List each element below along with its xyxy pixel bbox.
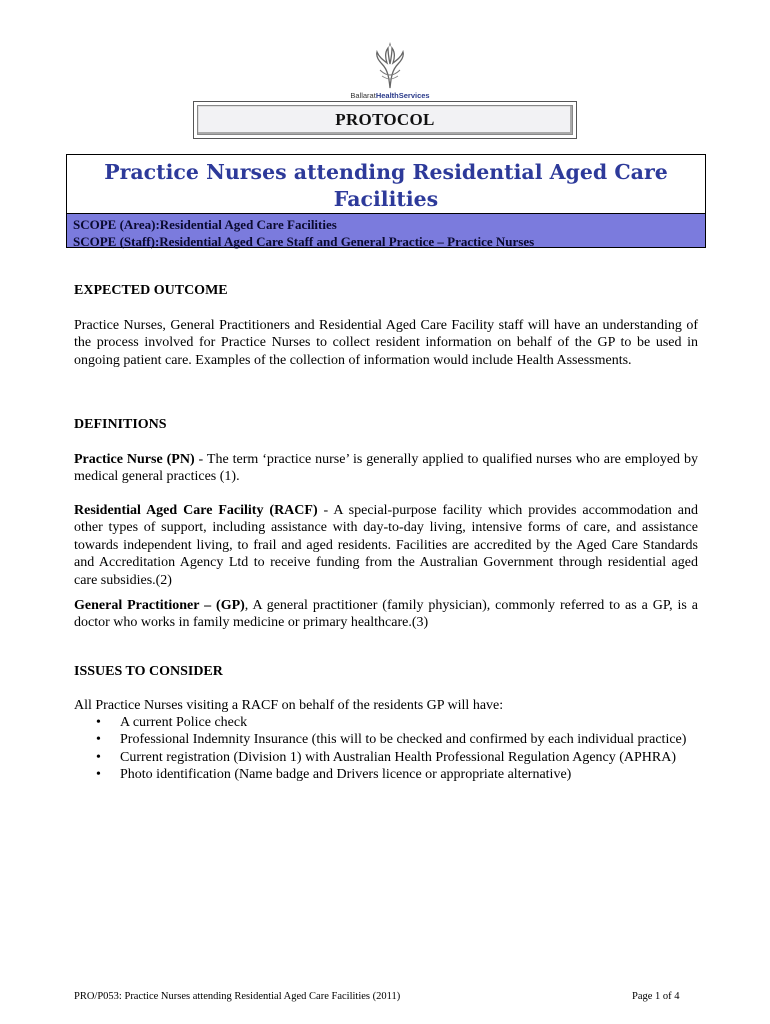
protocol-banner bbox=[193, 101, 577, 139]
bullet-icon: • bbox=[96, 767, 101, 783]
list-item: • Photo identification (Name badge and Drivers licence or appropriate alternative) bbox=[96, 767, 572, 783]
definition-gp: General Practitioner – (GP), A general practitioner (family physician), commonly referred to as a GP, is a doctor who works in family medicine or primary healthcare.(3) bbox=[74, 598, 698, 631]
issues-heading: ISSUES TO CONSIDER bbox=[74, 664, 223, 679]
protocol-label: PROTOCOL bbox=[335, 110, 435, 129]
document-title: Practice Nurses attending Residential Aged Care Facilities bbox=[104, 160, 668, 211]
footer-reference: PRO/P053: Practice Nurses attending Residential Aged Care Facilities (2011) bbox=[74, 991, 401, 1002]
ballarat-health-emblem-icon bbox=[370, 40, 410, 90]
definition-practice-nurse: Practice Nurse (PN) - The term ‘practice nurse’ is generally applied to qualified nurses who are employed by medical general practices (1). bbox=[74, 452, 698, 485]
scope-staff: SCOPE (Staff):Residential Aged Care Staff and General Practice – Practice Nurses bbox=[73, 234, 535, 249]
scope-area: SCOPE (Area):Residential Aged Care Facilities bbox=[73, 217, 337, 232]
bullet-icon: • bbox=[96, 732, 101, 748]
list-item: • Professional Indemnity Insurance (this will to be checked and confirmed by each individual practice) bbox=[96, 732, 687, 748]
page-number: Page 1 of 4 bbox=[632, 991, 680, 1002]
bullet-icon: • bbox=[96, 749, 101, 765]
logo bbox=[335, 40, 445, 102]
scope-band bbox=[67, 213, 705, 247]
issues-intro: All Practice Nurses visiting a RACF on behalf of the residents GP will have: bbox=[74, 698, 504, 713]
definitions-heading: DEFINITIONS bbox=[74, 417, 167, 432]
expected-outcome-text: Practice Nurses, General Practitioners and Residential Aged Care Facility staff will have an understanding of the process involved for Practice Nurses to collect resident information on behalf of the GP to be used in ongoing patient care. Examples of the collection of information would include Health Assessments. bbox=[74, 318, 698, 368]
issues-list bbox=[74, 714, 698, 784]
expected-outcome-heading: EXPECTED OUTCOME bbox=[74, 283, 228, 298]
title-box bbox=[66, 154, 706, 248]
list-item: • A current Police check bbox=[96, 715, 248, 730]
bullet-icon: • bbox=[96, 715, 101, 730]
list-item: • Current registration (Division 1) with Australian Health Professional Regulation Agency (APHRA) bbox=[96, 749, 677, 765]
definition-racf: Residential Aged Care Facility (RACF) - A special-purpose facility which provides accommodation and other types of support, including assistance with day-to-day living, intensive forms of care, and assistance towards independent living, to frail and aged residents. Facilities are accredited by the Aged Care Standards and Accreditation Agency Ltd to receive funding from the Australian Government through residential aged care subsidies.(2) bbox=[74, 503, 698, 588]
logo-text: BallaratHealthServices bbox=[350, 91, 430, 100]
